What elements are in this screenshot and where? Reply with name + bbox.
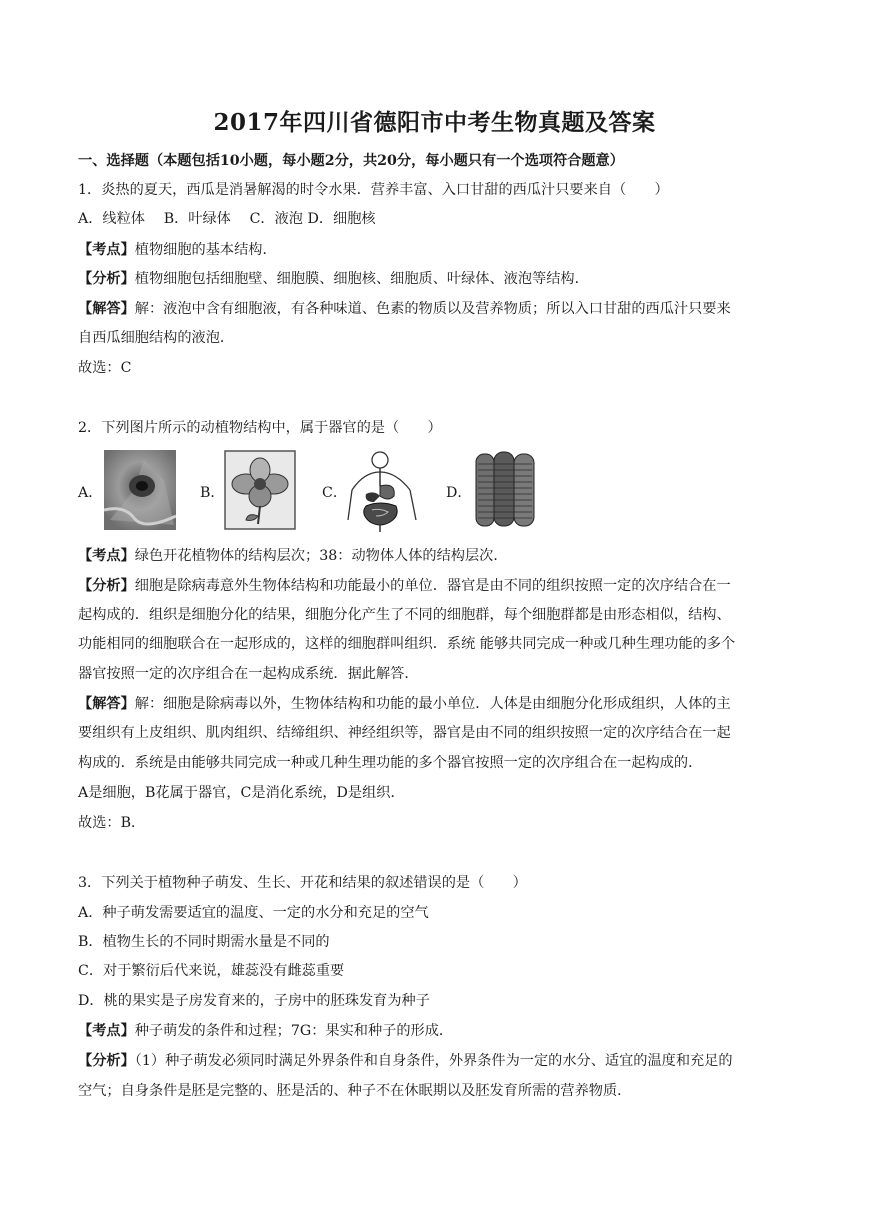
q1-answer: 故选：C [78, 360, 132, 376]
kaodian-tag: 【考点】 [78, 242, 135, 258]
q2-answer: 故选：B． [78, 815, 146, 831]
jieda-tag: 【解答】 [78, 301, 135, 317]
fenxi-tag: 【分析】 [78, 271, 135, 287]
q1-jieda-text-1: 解：液泡中含有细胞液，有各种味道、色素的物质以及营养物质；所以入口甘甜的西瓜汁只要来 [134, 301, 731, 317]
page-title: 2017年四川省德阳市中考生物真题及答案 [213, 109, 656, 136]
q2-jieda-text-1: 解：细胞是除病毒以外，生物体结构和功能的最小单位．人体是由细胞分化形成组织，人体的主 [134, 696, 731, 712]
q3-option-b: B．植物生长的不同时期需水量是不同的 [78, 934, 330, 950]
q2-fenxi-text-2: 起构成的．组织是细胞分化的结果，细胞分化产生了不同的细胞群，每个细胞群都是由形态相似，结构、 [78, 607, 731, 623]
q2-figure-row [78, 450, 798, 535]
fenxi-tag: 【分析】 [78, 578, 135, 594]
q2-fenxi-text-1: 细胞是除病毒意外生物体结构和功能最小的单位．器官是由不同的组织按照一定的次序结合在一 [134, 578, 731, 594]
q1-jieda-text-2: 自西瓜细胞结构的液泡． [78, 330, 235, 346]
q2-jieda [78, 694, 798, 714]
kaodian-tag: 【考点】 [78, 1023, 135, 1039]
q1-jieda [78, 299, 798, 319]
q2-jieda-text-3: 构成的．系统是由能够共同完成一种或几种生理功能的多个器官按照一定的次序组合在一起构成的． [78, 755, 703, 771]
q3-option-c: C．对于繁衍后代来说，雄蕊没有雌蕊重要 [78, 963, 345, 979]
q2-option-b-label: B． [200, 485, 225, 501]
q1-fenxi-text: 植物细胞包括细胞壁、细胞膜、细胞核、细胞质、叶绿体、液泡等结构． [134, 271, 589, 287]
q3-fenxi [78, 1051, 798, 1071]
section-heading: 一、选择题（本题包括10小题，每小题2分，共20分，每小题只有一个选项符合题意） [78, 153, 624, 169]
q1-kaodian [78, 240, 798, 260]
q2-jieda-text-4: A是细胞，B花属于器官，C是消化系统，D是组织． [78, 785, 405, 801]
q2-kaodian [78, 546, 798, 566]
kaodian-tag: 【考点】 [78, 548, 135, 564]
q2-option-a-label: A． [78, 485, 103, 501]
q2-option-d-label: D． [446, 485, 472, 501]
q2-stem: 2．下列图片所示的动植物结构中，属于器官的是（ ） [78, 420, 442, 436]
q2-kaodian-text: 绿色开花植物体的结构层次；38：动物体人体的结构层次． [134, 548, 508, 564]
q3-stem: 3．下列关于植物种子萌发、生长、开花和结果的叙述错误的是（ ） [78, 875, 527, 891]
q3-fenxi-text-1: （1）种子萌发必须同时满足外界条件和自身条件，外界条件为一定的水分、适宜的温度和充足的 [134, 1053, 733, 1069]
cell-tissue-image [104, 450, 176, 530]
jieda-tag: 【解答】 [78, 696, 135, 712]
flower-image [224, 450, 296, 530]
q3-option-a: A．种子萌发需要适宜的温度、一定的水分和充足的空气 [78, 905, 429, 921]
q1-stem: 1．炎热的夏天，西瓜是消暑解渴的时令水果．营养丰富、入口甘甜的西瓜汁只要来自（ ） [78, 182, 669, 198]
q3-fenxi-text-2: 空气；自身条件是胚是完整的、胚是活的、种子不在休眠期以及胚发育所需的营养物质． [78, 1083, 632, 1099]
q2-jieda-text-2: 要组织有上皮组织、肌肉组织、结缔组织、神经组织等，器官是由不同的组织按照一定的次序结合在一起 [78, 725, 731, 741]
fenxi-tag: 【分析】 [78, 1053, 135, 1069]
q3-option-d: D．桃的果实是子房发育来的，子房中的胚珠发育为种子 [78, 993, 430, 1009]
q2-fenxi-text-4: 器官按照一定的次序组合在一起构成系统．据此解答． [78, 666, 419, 682]
q1-options: A．线粒体 B．叶绿体 C．液泡 D．细胞核 [78, 211, 376, 227]
digestive-system-image [344, 450, 424, 534]
q2-fenxi [78, 576, 798, 596]
q3-kaodian-text: 种子萌发的条件和过程；7G：果实和种子的形成． [134, 1023, 454, 1039]
muscle-tissue-image [470, 450, 540, 530]
q3-kaodian [78, 1021, 798, 1041]
q1-fenxi [78, 269, 798, 289]
q1-kaodian-text: 植物细胞的基本结构． [134, 242, 277, 258]
q2-option-c-label: C． [322, 485, 348, 501]
q2-fenxi-text-3: 功能相同的细胞联合在一起形成的，这样的细胞群叫组织．系统 能够共同完成一种或几种生理功能的多个 [78, 636, 736, 652]
